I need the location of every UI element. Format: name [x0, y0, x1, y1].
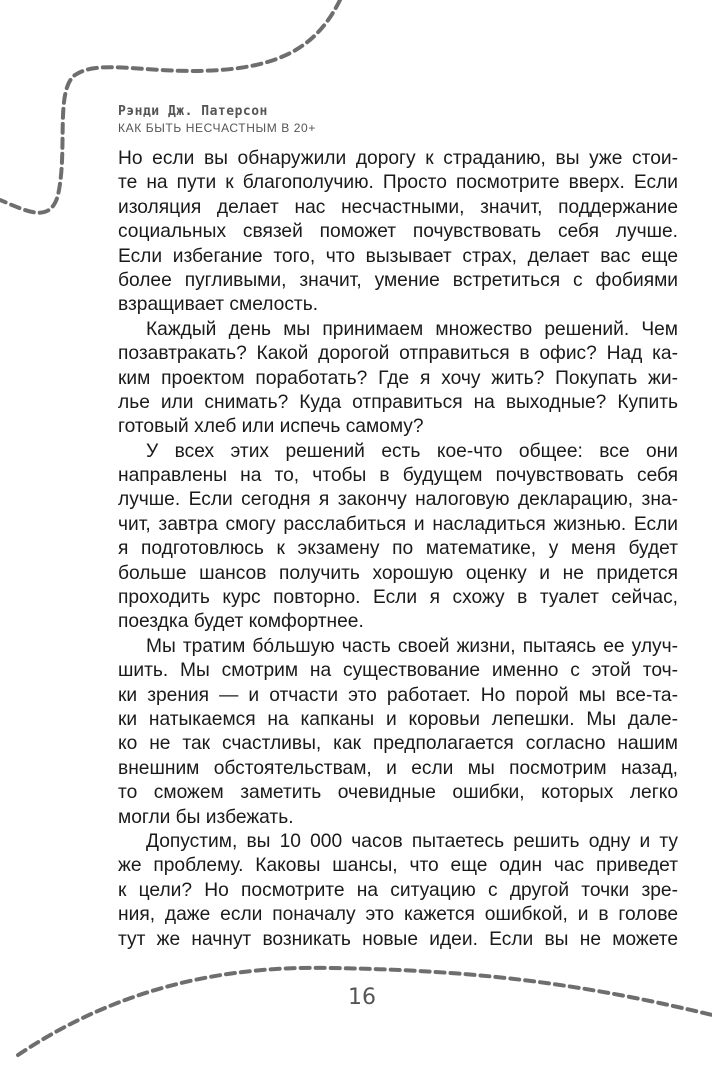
text-line: Но если вы обнаружили дорогу к страданию, вы уже стои-	[118, 148, 678, 169]
text-line: Каждый день мы принимаем множество решений. Чем	[146, 318, 678, 340]
paragraph	[118, 635, 678, 830]
paragraph	[118, 147, 678, 318]
paragraph	[118, 318, 678, 440]
text-line: социальных связей поможет почувствовать себя лучше.	[118, 221, 678, 243]
text-line: могли бы избежать.	[118, 806, 294, 828]
page-number: 16	[348, 985, 376, 1010]
text-line: позавтракать? Какой дорогой отправиться в офис? Над ка-	[118, 343, 678, 365]
body-text	[118, 147, 678, 952]
text-line: У всех этих решений есть кое-что общее: все они	[146, 440, 678, 462]
text-line: готовый хлеб или испечь самому?	[118, 416, 424, 438]
text-line: внешним обстоятельствам, и если мы посмотрим назад,	[118, 757, 678, 779]
text-line: ки натыкаемся на капканы и коровьи лепешки. Мы дале-	[118, 708, 678, 730]
text-line: то сможем заметить очевидные ошибки, которых легко	[118, 782, 678, 804]
text-line: Допустим, вы 10 000 часов пытаетесь решить одну и ту	[146, 830, 678, 852]
text-line: ким проектом поработать? Где я хочу жить? Покупать жи-	[118, 367, 678, 389]
text-line: к цели? Но посмотрите на ситуацию с другой точки зре-	[118, 879, 678, 901]
text-line: поездка будет комфортнее.	[118, 611, 364, 633]
text-line: ко не так счастливы, как предполагается согласно нашим	[118, 733, 678, 755]
text-line: более пугливыми, значит, умение встретиться с фобиями	[118, 269, 678, 291]
text-line: чит, завтра смогу расслабиться и насладиться жизнью. Если	[118, 513, 678, 535]
header-author: Рэнди Дж. Патерсон	[118, 104, 268, 119]
text-line: Мы тратим бóльшую часть своей жизни, пытаясь ее улуч-	[146, 635, 678, 657]
text-line: Если избегание того, что вызывает страх, делает вас еще	[118, 245, 678, 267]
text-line: шить. Мы смотрим на существование именно с этой точ-	[118, 660, 678, 682]
text-line: лье или снимать? Куда отправиться на выходные? Купить	[118, 391, 678, 413]
text-line: лучше. Если сегодня я закончу налоговую декларацию, зна-	[118, 489, 678, 511]
text-line: те на пути к благополучию. Просто посмотрите вверх. Если	[118, 172, 678, 194]
text-line: ки зрения — и отчасти это работает. Но порой мы все-та-	[118, 684, 678, 706]
text-line: тут же начнут возникать новые идеи. Если вы не можете	[118, 928, 678, 950]
text-line: проходить курс повторно. Если я схожу в туалет сейчас,	[118, 587, 678, 609]
text-line: взращивает смелость.	[118, 294, 319, 316]
text-line: больше шансов получить хорошую оценку и не придется	[118, 562, 678, 584]
paragraph	[118, 440, 678, 635]
text-line: же проблему. Каковы шансы, что еще один час приведет	[118, 855, 678, 877]
text-line: направлены на то, чтобы в будущем почувствовать себя	[118, 465, 678, 487]
text-line: я подготовлюсь к экзамену по математике, у меня будет	[118, 538, 678, 560]
header-book-title: КАК БЫТЬ НЕСЧАСТНЫМ В 20+	[118, 121, 316, 135]
text-line: изоляция делает нас несчастными, значит, поддержание	[118, 196, 678, 218]
text-line: ния, даже если поначалу это кажется ошибкой, и в голове	[118, 904, 678, 926]
running-header	[118, 104, 316, 136]
paragraph	[118, 830, 678, 952]
